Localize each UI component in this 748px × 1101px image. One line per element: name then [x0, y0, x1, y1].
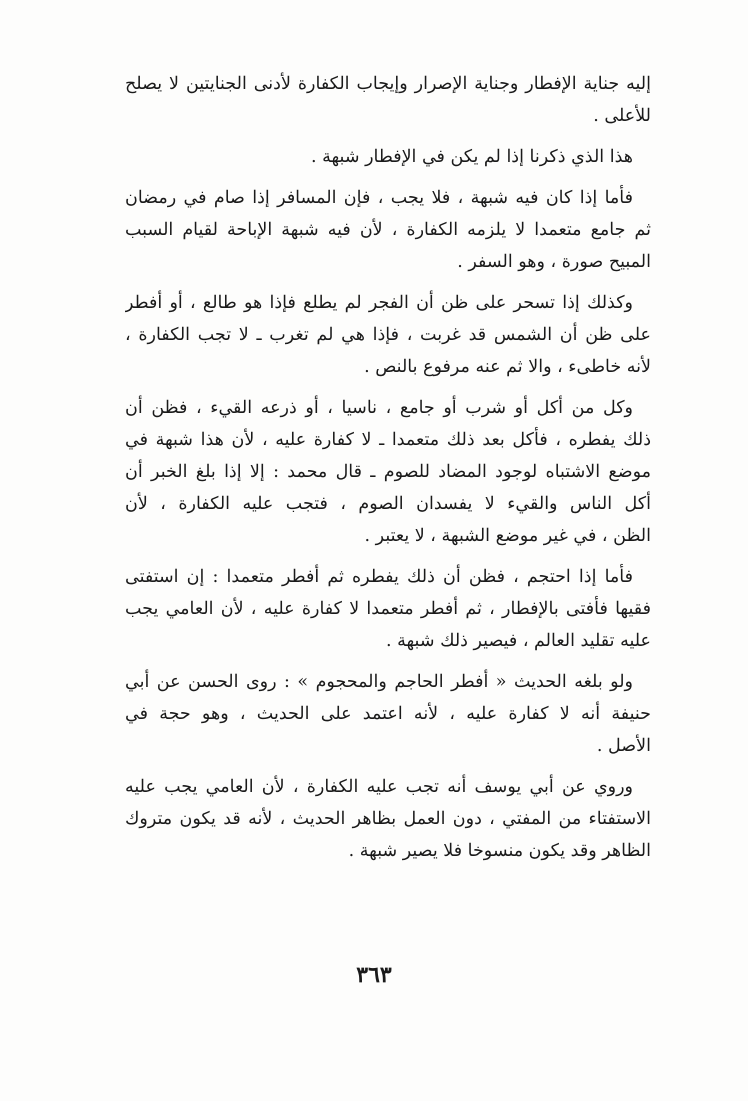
text-line: وكذلك إذا تسحر على ظن أن الفجر لم يطلع فإذا هو طالع ، أو أفطر: [125, 293, 633, 313]
paragraph-7: [125, 666, 651, 762]
text-line: الظاهر وقد يكون منسوخا فلا يصير شبهة .: [348, 841, 651, 861]
paragraph-1: [125, 68, 651, 132]
text-line: الاستفتاء من المفتي ، دون العمل بظاهر الحديث ، لأنه قد يكون متروك: [125, 809, 651, 829]
text-line: أكل الناس والقيء لا يفسدان الصوم ، فتجب عليه الكفارة ، لأن: [125, 494, 651, 514]
text-line: إليه جناية الإفطار وجناية الإصرار وإيجاب الكفارة لأدنى الجنايتين لا يصلح: [125, 74, 651, 94]
text-line: لأنه خاطىء ، والا ثم عنه مرفوع بالنص .: [364, 357, 651, 377]
text-line: للأعلى .: [593, 106, 651, 126]
text-line: هذا الذي ذكرنا إذا لم يكن في الإفطار شبهة .: [310, 147, 633, 167]
text-line: ذلك يفطره ، فأكل بعد ذلك متعمدا ـ لا كفارة عليه ، لأن هذا شبهة في: [125, 430, 651, 450]
paragraph-6: [125, 561, 651, 657]
text-line: ثم جامع متعمدا لا يلزمه الكفارة ، لأن فيه شبهة الإباحة لقيام السبب: [125, 220, 651, 240]
text-line: فأما إذا احتجم ، فظن أن ذلك يفطره ثم أفطر متعمدا : إن استفتى: [125, 567, 633, 587]
text-line: موضع الاشتباه لوجود المضاد للصوم ـ قال محمد : إلا إذا بلغ الخبر أن: [125, 462, 651, 482]
text-line: على ظن أن الشمس قد غربت ، فإذا هي لم تغرب ـ لا تجب الكفارة ،: [125, 325, 651, 345]
text-line: الظن ، في غير موضع الشبهة ، لا يعتبر .: [364, 526, 651, 546]
text-line: الأصل .: [596, 736, 651, 756]
text-line: المبيح صورة ، وهو السفر .: [457, 252, 651, 272]
text-line: فقيها فأفتى بالإفطار ، ثم أفطر متعمدا لا كفارة عليه ، لأن العامي يجب: [125, 599, 651, 619]
text-line: عليه تقليد العالم ، فيصير ذلك شبهة .: [385, 631, 651, 651]
page-number: ٣٦٣: [356, 962, 392, 988]
body-text: [125, 68, 651, 876]
text-line: ولو بلغه الحديث « أفطر الحاجم والمحجوم » : روى الحسن عن أبي: [125, 672, 633, 692]
paragraph-5: [125, 392, 651, 552]
text-line: فأما إذا كان فيه شبهة ، فلا يجب ، فإن المسافر إذا صام في رمضان: [125, 188, 633, 208]
paragraph-8: [125, 771, 651, 867]
paragraph-3: [125, 182, 651, 278]
text-line: حنيفة أنه لا كفارة عليه ، لأنه اعتمد على الحديث ، وهو حجة في: [125, 704, 651, 724]
paragraph-4: [125, 287, 651, 383]
paragraph-2: [125, 141, 651, 173]
text-line: وروي عن أبي يوسف أنه تجب عليه الكفارة ، لأن العامي يجب عليه: [125, 777, 633, 797]
text-line: وكل من أكل أو شرب أو جامع ، ناسيا ، أو ذرعه القيء ، فظن أن: [125, 398, 633, 418]
